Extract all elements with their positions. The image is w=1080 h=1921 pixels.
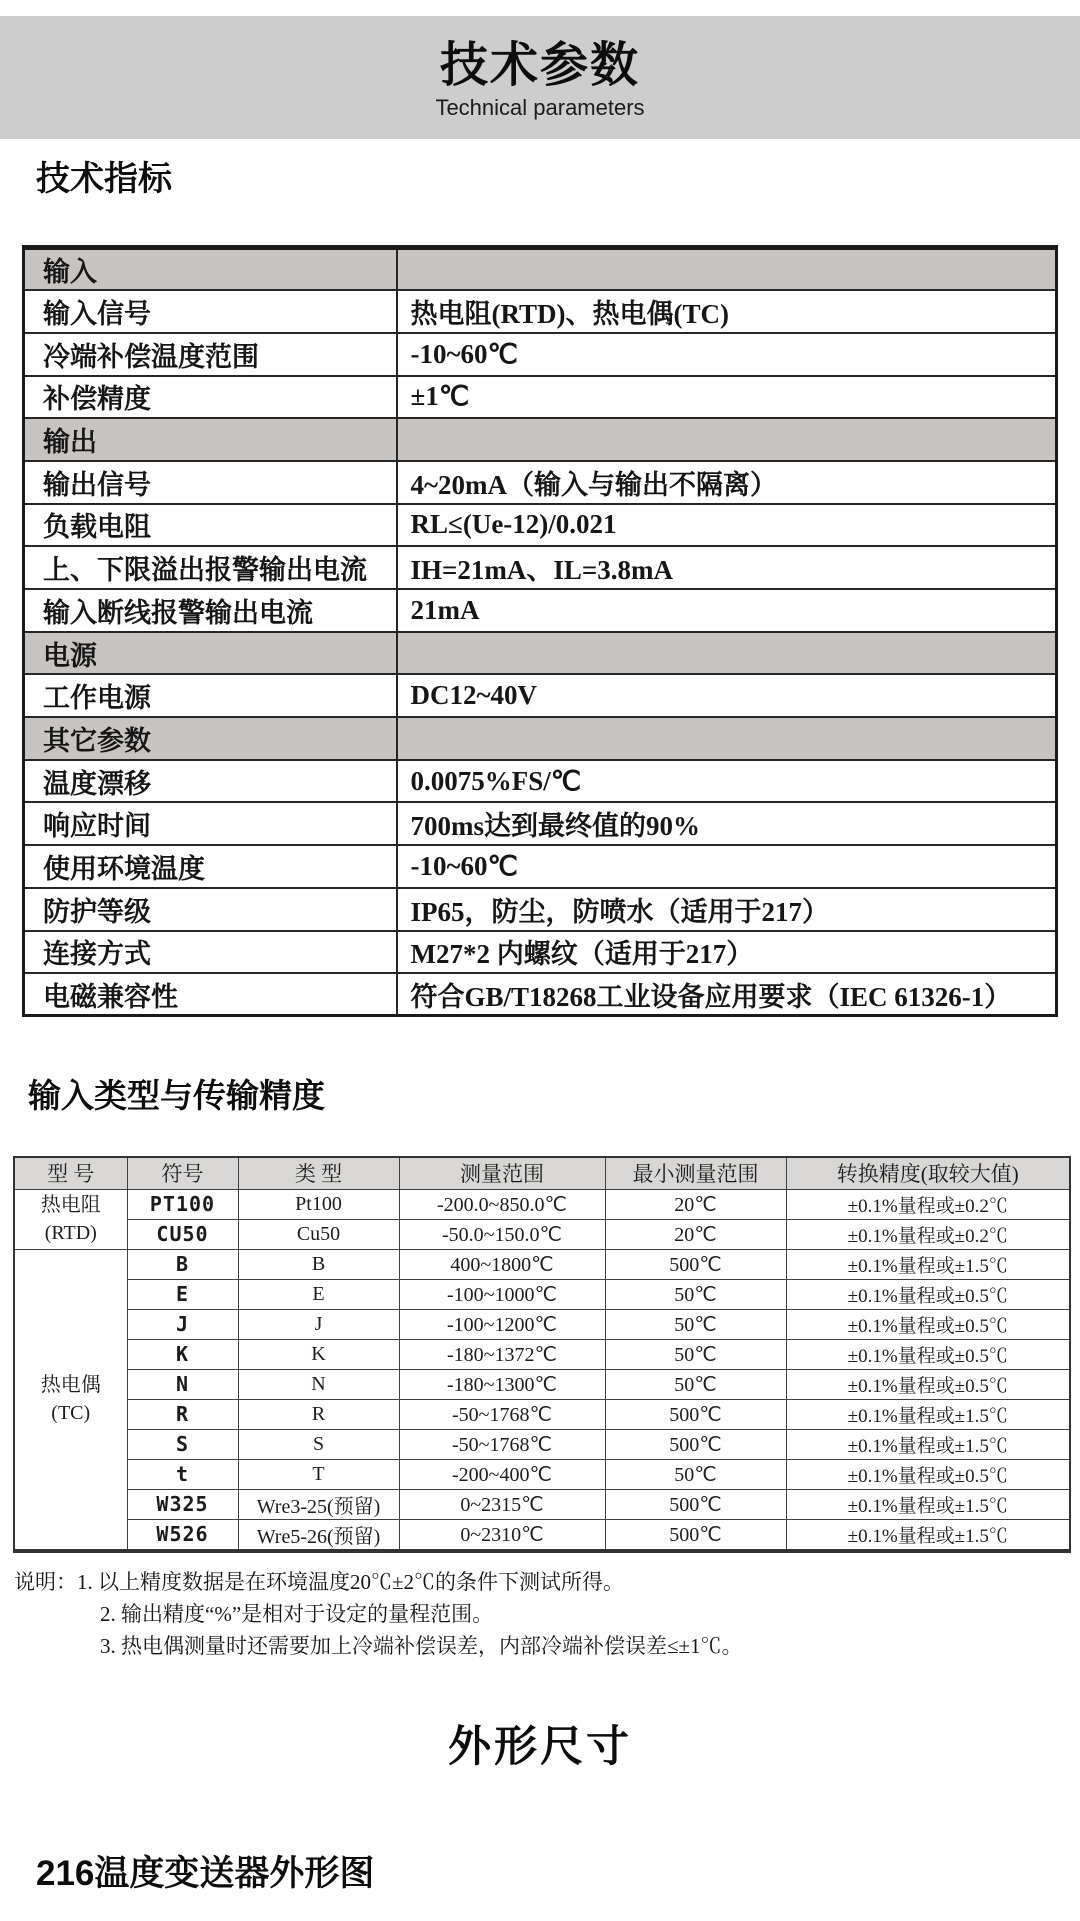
symbol-cell: PT100	[127, 1189, 238, 1219]
symbol-cell: t	[127, 1459, 238, 1489]
table-row	[14, 1339, 1070, 1369]
spec-row	[24, 546, 1057, 589]
spec-section-row	[24, 717, 1057, 760]
group-sub: (TC)	[51, 1402, 91, 1424]
accuracy-cell: ±0.1%量程或±0.5℃	[786, 1279, 1070, 1309]
spec-value-cell: 0.0075%FS/℃	[397, 760, 1057, 803]
spec-section-value	[397, 418, 1057, 461]
spec-value-cell: 700ms达到最终值的90%	[397, 802, 1057, 845]
section-banner	[0, 16, 1080, 139]
spec-row	[24, 504, 1057, 547]
accuracy-cell: ±0.1%量程或±1.5℃	[786, 1519, 1070, 1551]
type-cell: Wre5-26(预留)	[238, 1519, 399, 1551]
table-row	[14, 1429, 1070, 1459]
spec-section-label: 电源	[24, 632, 397, 675]
table-row	[14, 1249, 1070, 1279]
col-header-symbol: 符号	[127, 1157, 238, 1189]
spec-value-cell: M27*2 内螺纹（适用于217）	[397, 931, 1057, 974]
spec-value-cell: -10~60℃	[397, 845, 1057, 888]
spec-section-value	[397, 717, 1057, 760]
spec-value-cell: 4~20mA（输入与输出不隔离）	[397, 461, 1057, 504]
type-cell: N	[238, 1369, 399, 1399]
symbol-cell: W325	[127, 1489, 238, 1519]
accuracy-cell: ±0.1%量程或±0.2℃	[786, 1189, 1070, 1219]
spec-value-cell: 热电阻(RTD)、热电偶(TC)	[397, 290, 1057, 333]
range-cell: 0~2315℃	[399, 1489, 605, 1519]
spec-label-cell: 上、下限溢出报警输出电流	[24, 546, 397, 589]
spec-value-cell: 21mA	[397, 589, 1057, 632]
spec-section-label: 输入	[24, 248, 397, 291]
spec-row	[24, 674, 1057, 717]
spec-section-row	[24, 418, 1057, 461]
table-row	[14, 1399, 1070, 1429]
type-cell: B	[238, 1249, 399, 1279]
min-range-cell: 50℃	[605, 1339, 786, 1369]
banner-subtitle: Technical parameters	[435, 94, 645, 120]
spec-label-cell: 响应时间	[24, 802, 397, 845]
spec-label-cell: 输出信号	[24, 461, 397, 504]
spec-label-cell: 补偿精度	[24, 376, 397, 419]
range-cell: -50.0~150.0℃	[399, 1219, 605, 1249]
type-cell: Pt100	[238, 1189, 399, 1219]
group-name: 热电偶	[40, 1374, 101, 1396]
range-cell: 400~1800℃	[399, 1249, 605, 1279]
table-row	[14, 1279, 1070, 1309]
table-row	[14, 1189, 1070, 1219]
spec-value-cell: IP65，防尘，防喷水（适用于217）	[397, 888, 1057, 931]
spec-row	[24, 461, 1057, 504]
input-types-heading: 输入类型与传输精度	[28, 1077, 325, 1114]
symbol-cell: CU50	[127, 1219, 238, 1249]
accuracy-cell: ±0.1%量程或±1.5℃	[786, 1249, 1070, 1279]
notes-label: 说明：	[14, 1570, 77, 1594]
spec-row	[24, 760, 1057, 803]
note-line: 2. 输出精度“%”是相对于设定的量程范围。	[100, 1602, 494, 1626]
group-cell-rtd	[14, 1189, 127, 1249]
spec-row	[24, 973, 1057, 1016]
spec-label-cell: 输入信号	[24, 290, 397, 333]
spec-row	[24, 802, 1057, 845]
symbol-cell: J	[127, 1309, 238, 1339]
min-range-cell: 50℃	[605, 1279, 786, 1309]
table-row	[14, 1219, 1070, 1249]
col-header-min-range: 最小测量范围	[605, 1157, 786, 1189]
accuracy-cell: ±0.1%量程或±0.5℃	[786, 1459, 1070, 1489]
spec-label-cell: 使用环境温度	[24, 845, 397, 888]
symbol-cell: R	[127, 1399, 238, 1429]
min-range-cell: 50℃	[605, 1369, 786, 1399]
min-range-cell: 50℃	[605, 1309, 786, 1339]
min-range-cell: 500℃	[605, 1489, 786, 1519]
accuracy-cell: ±0.1%量程或±1.5℃	[786, 1399, 1070, 1429]
spec-row	[24, 589, 1057, 632]
col-header-type: 类 型	[238, 1157, 399, 1189]
col-header-accuracy: 转换精度(取较大值)	[786, 1157, 1070, 1189]
note-item: 1. 以上精度数据是在环境温度20℃±2℃的条件下测试所得。	[77, 1570, 625, 1594]
spec-section-row	[24, 632, 1057, 675]
spec-value-cell: RL≤(Ue-12)/0.021	[397, 504, 1057, 547]
min-range-cell: 500℃	[605, 1399, 786, 1429]
spec-value-cell: IH=21mA、IL=3.8mA	[397, 546, 1057, 589]
type-cell: J	[238, 1309, 399, 1339]
spec-label-cell: 防护等级	[24, 888, 397, 931]
table-row	[14, 1369, 1070, 1399]
spec-label-cell: 电磁兼容性	[24, 973, 397, 1016]
range-cell: -200~400℃	[399, 1459, 605, 1489]
spec-row	[24, 333, 1057, 376]
banner-title: 技术参数	[439, 38, 640, 92]
accuracy-cell: ±0.1%量程或±0.2℃	[786, 1219, 1070, 1249]
group-sub: (RTD)	[44, 1222, 97, 1244]
range-cell: -100~1200℃	[399, 1309, 605, 1339]
min-range-cell: 20℃	[605, 1189, 786, 1219]
min-range-cell: 500℃	[605, 1249, 786, 1279]
symbol-cell: K	[127, 1339, 238, 1369]
accuracy-cell: ±0.1%量程或±1.5℃	[786, 1429, 1070, 1459]
min-range-cell: 500℃	[605, 1519, 786, 1551]
symbol-cell: N	[127, 1369, 238, 1399]
type-cell: Wre3-25(预留)	[238, 1489, 399, 1519]
type-cell: K	[238, 1339, 399, 1369]
type-cell: S	[238, 1429, 399, 1459]
range-cell: -50~1768℃	[399, 1429, 605, 1459]
group-name: 热电阻	[40, 1194, 101, 1216]
accuracy-cell: ±0.1%量程或±1.5℃	[786, 1489, 1070, 1519]
accuracy-cell: ±0.1%量程或±0.5℃	[786, 1369, 1070, 1399]
spec-label-cell: 负载电阻	[24, 504, 397, 547]
symbol-cell: E	[127, 1279, 238, 1309]
spec-row	[24, 376, 1057, 419]
spec-label-cell: 工作电源	[24, 674, 397, 717]
range-cell: -200.0~850.0℃	[399, 1189, 605, 1219]
spec-value-cell: ±1℃	[397, 376, 1057, 419]
accuracy-header-row	[14, 1157, 1070, 1189]
spec-value-cell: 符合GB/T18268工业设备应用要求（IEC 61326-1）	[397, 973, 1057, 1016]
table-row	[14, 1459, 1070, 1489]
table-row	[14, 1489, 1070, 1519]
spec-value-cell: DC12~40V	[397, 674, 1057, 717]
accuracy-cell: ±0.1%量程或±0.5℃	[786, 1309, 1070, 1339]
range-cell: -180~1372℃	[399, 1339, 605, 1369]
symbol-cell: B	[127, 1249, 238, 1279]
col-header-model: 型 号	[14, 1157, 127, 1189]
spec-value-cell: -10~60℃	[397, 333, 1057, 376]
type-cell: R	[238, 1399, 399, 1429]
dimensions-heading: 外形尺寸	[448, 1723, 632, 1771]
spec-section-label: 输出	[24, 418, 397, 461]
col-header-range: 测量范围	[399, 1157, 605, 1189]
type-cell: Cu50	[238, 1219, 399, 1249]
spec-section-value	[397, 632, 1057, 675]
outline-heading: 216温度变送器外形图	[36, 1854, 375, 1893]
type-cell: E	[238, 1279, 399, 1309]
spec-label-cell: 温度漂移	[24, 760, 397, 803]
range-cell: -180~1300℃	[399, 1369, 605, 1399]
spec-row	[24, 290, 1057, 333]
notes-block	[14, 1566, 743, 1662]
spec-row	[24, 931, 1057, 974]
spec-label-cell: 冷端补偿温度范围	[24, 333, 397, 376]
spec-section-value	[397, 248, 1057, 291]
symbol-cell: W526	[127, 1519, 238, 1551]
spec-label-cell: 输入断线报警输出电流	[24, 589, 397, 632]
note-line	[14, 1566, 743, 1598]
min-range-cell: 50℃	[605, 1459, 786, 1489]
range-cell: -50~1768℃	[399, 1399, 605, 1429]
accuracy-table	[13, 1156, 1071, 1553]
min-range-cell: 500℃	[605, 1429, 786, 1459]
spec-label-cell: 连接方式	[24, 931, 397, 974]
spec-table	[22, 245, 1058, 1017]
note-line: 3. 热电偶测量时还需要加上冷端补偿误差，内部冷端补偿误差≤±1℃。	[100, 1634, 743, 1658]
min-range-cell: 20℃	[605, 1219, 786, 1249]
type-cell: T	[238, 1459, 399, 1489]
symbol-cell: S	[127, 1429, 238, 1459]
accuracy-cell: ±0.1%量程或±0.5℃	[786, 1339, 1070, 1369]
spec-heading: 技术指标	[36, 160, 172, 198]
spec-section-label: 其它参数	[24, 717, 397, 760]
spec-row	[24, 845, 1057, 888]
range-cell: 0~2310℃	[399, 1519, 605, 1551]
table-row	[14, 1519, 1070, 1551]
spec-row	[24, 888, 1057, 931]
group-cell-tc	[14, 1249, 127, 1551]
range-cell: -100~1000℃	[399, 1279, 605, 1309]
spec-section-row	[24, 248, 1057, 291]
table-row	[14, 1309, 1070, 1339]
